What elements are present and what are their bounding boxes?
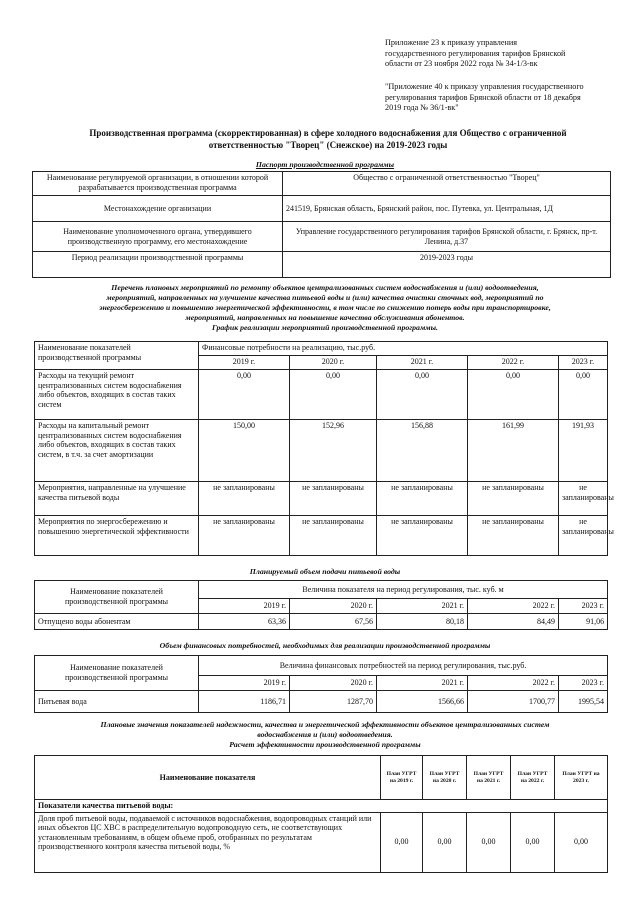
cell-value: не запланированы [377, 516, 468, 556]
year-header: 2022 г. [468, 676, 559, 691]
row-label: Мероприятия, направленные на улучшение качества питьевой воды [35, 482, 199, 516]
cell-value: 0,00 [555, 812, 608, 872]
volume-caption: Планируемый объем подачи питьевой воды [249, 567, 401, 576]
cell-value: 191,93 [559, 420, 608, 482]
cell-value: 63,36 [199, 614, 290, 630]
table-row [35, 812, 608, 872]
volume-table [34, 580, 608, 630]
table-row [35, 370, 608, 420]
note-line: области от 23 ноября 2022 года № 34-1/3-вк [385, 59, 538, 69]
note-line: "Приложение 40 к приказу управления государственного [385, 82, 584, 91]
cell-value: не запланированы [468, 516, 559, 556]
passport-value: 2019-2023 годы [283, 252, 611, 278]
cell-value: 156,88 [377, 420, 468, 482]
table-row [33, 196, 611, 222]
column-header: Наименование показателей производственной программы [35, 342, 199, 370]
year-header: 2019 г. [199, 356, 290, 370]
cell-value: 0,00 [511, 812, 555, 872]
passport-table [32, 171, 611, 278]
passport-label: Наименование уполномоченного органа, утвердившего производственную программу, его местонахождение [33, 222, 283, 252]
group-header: Величина показателя на период регулирования, тыс. куб. м [199, 581, 608, 599]
table-row [35, 756, 608, 800]
table-row [33, 252, 611, 278]
title-line: ответственностью "Творец" (Снежское) на 2019-2023 годы [208, 139, 448, 150]
cell-value: 0,00 [290, 370, 377, 420]
cell-value: не запланированы [559, 482, 608, 516]
cell-value: 91,06 [559, 614, 608, 630]
cell-value: 1287,70 [290, 691, 377, 713]
table-row [33, 222, 611, 252]
cell-value: не запланированы [199, 516, 290, 556]
cell-value: 152,96 [290, 420, 377, 482]
passport-label: Наименование регулируемой организации, в отношении которой разрабатывается производственная программа [33, 172, 283, 196]
section-header: Показатели качества питьевой воды: [35, 800, 608, 813]
cell-value: 1186,71 [199, 691, 290, 713]
year-header: 2022 г. [468, 599, 559, 614]
plan-header: План УГРТ на 2020 г. [423, 756, 467, 800]
column-header: Наименование показателей производственной программы [35, 581, 199, 614]
row-label: Расходы на капитальный ремонт централизованных систем водоснабжения либо объектов, входящих в состав таких систем, в т.ч. за счет амортизации [35, 420, 199, 482]
table-row [33, 172, 611, 196]
cell-value: не запланированы [468, 482, 559, 516]
year-header: 2023 г. [559, 356, 608, 370]
measures-caption [20, 283, 630, 333]
group-header: Величина финансовых потребностей на период регулирования, тыс.руб. [199, 656, 608, 676]
cell-value: не запланированы [290, 482, 377, 516]
row-label: Отпущено воды абонентам [35, 614, 199, 630]
note-line: 2019 года № 36/1-вк" [385, 103, 459, 113]
year-header: 2020 г. [290, 356, 377, 370]
row-label: Питьевая вода [35, 691, 199, 713]
plan-header: План УГРТ на 2019 г. [381, 756, 423, 800]
cell-value: не запланированы [290, 516, 377, 556]
group-header: Финансовые потребности на реализацию, тыс.руб. [199, 342, 608, 356]
year-header: 2019 г. [199, 599, 290, 614]
year-header: 2023 г. [559, 599, 608, 614]
year-header: 2020 г. [290, 676, 377, 691]
passport-value: 241519, Брянская область, Брянский район, пос. Путевка, ул. Центральная, 1Д [283, 196, 611, 222]
schedule-table [34, 341, 614, 556]
table-row [35, 800, 608, 813]
table-row [35, 420, 608, 482]
cell-value: 0,00 [559, 370, 608, 420]
caption-line: График реализации мероприятий производственной программы. [212, 323, 438, 332]
caption-line: Плановые значения показателей надежности, качества и энергетической эффективности объектов централизованных систем [100, 720, 550, 729]
caption-line: Расчет эффективности производственной программы [229, 740, 421, 749]
caption-line: мероприятий, направленных на улучшение качества питьевой воды и (или) качества очистки сточных вод, мероприятий по [106, 293, 544, 302]
previous-order-note [385, 82, 620, 114]
cell-value: 1700,77 [468, 691, 559, 713]
note-line: регулирования тарифов Брянской области от 18 декабря [385, 92, 581, 102]
table-row [35, 581, 608, 599]
caption-line: Перечень плановых мероприятий по ремонту объектов централизованных систем водоснабжения и (или) водоотведения, [111, 283, 539, 292]
passport-value: Общество с ограниченной ответственностью "Творец" [283, 172, 611, 196]
year-header: 2022 г. [468, 356, 559, 370]
table-row [35, 614, 608, 630]
passport-label: Период реализации производственной программы [33, 252, 283, 278]
year-header: 2021 г. [377, 599, 468, 614]
cell-value: 1566,66 [377, 691, 468, 713]
reliability-caption [20, 720, 630, 750]
table-row [35, 691, 608, 713]
plan-header: План УГРТ на 2022 г. [511, 756, 555, 800]
cell-value: 67,56 [290, 614, 377, 630]
plan-header: План УГРТ на 2021 г. [467, 756, 511, 800]
row-label: Расходы на текущий ремонт централизованных систем водоснабжения либо объектов, входящих в состав таких систем [35, 370, 199, 420]
order-attachment-note [385, 38, 620, 70]
row-label: Мероприятия по энергосбережению и повышению энергетической эффективности [35, 516, 199, 556]
document-title [48, 128, 608, 151]
table-row [35, 482, 608, 516]
cell-value: 0,00 [381, 812, 423, 872]
table-row [35, 656, 608, 676]
cell-value: 0,00 [423, 812, 467, 872]
cell-value: 0,00 [468, 370, 559, 420]
table-row [35, 342, 608, 356]
passport-caption: Паспорт производственной программы [255, 160, 395, 169]
note-line: государственного регулирования тарифов Брянской [385, 48, 566, 58]
year-header: 2023 г. [559, 676, 608, 691]
cell-value: 84,49 [468, 614, 559, 630]
year-header: 2020 г. [290, 599, 377, 614]
cell-value: 150,00 [199, 420, 290, 482]
title-line: Производственная программа (скорректированная) в сфере холодного водоснабжения для Общество с ограниченной [89, 128, 567, 138]
caption-line: мероприятий, направленных на повышение качества обслуживания абонентов. [185, 313, 465, 322]
cell-value: 80,18 [377, 614, 468, 630]
plan-header: План УГРТ на 2023 г. [555, 756, 608, 800]
cell-value: 0,00 [377, 370, 468, 420]
table-row [35, 516, 608, 556]
cell-value: не запланированы [377, 482, 468, 516]
note-line: Приложение 23 к приказу управления [385, 38, 518, 47]
cell-value: 0,00 [199, 370, 290, 420]
cell-value: 1995,54 [559, 691, 608, 713]
year-header: 2021 г. [377, 356, 468, 370]
cell-value: 0,00 [467, 812, 511, 872]
row-label: Доля проб питьевой воды, подаваемой с источников водоснабжения, водопроводных станций или иных объектов ЦС ХВС в распределительную водопроводную сеть, не соответствующих установленным требованиям, в общем объеме проб, отобранных по результатам производственного контроля качества питьевой воды, % [35, 812, 381, 872]
efficiency-table [34, 755, 608, 873]
column-header: Наименование показателей производственной программы [35, 656, 199, 691]
column-header: Наименование показателя [35, 756, 381, 800]
finance-table [34, 655, 608, 713]
passport-value: Управление государственного регулирования тарифов Брянской области, г. Брянск, пр-т. Ленина, д.37 [283, 222, 611, 252]
caption-line: водоснабжения и (или) водоотведения. [257, 730, 393, 739]
year-header: 2021 г. [377, 676, 468, 691]
cell-value: не запланированы [199, 482, 290, 516]
finance-caption: Объем финансовых потребностей, необходимых для реализации производственной программы [159, 641, 491, 650]
cell-value: 161,99 [468, 420, 559, 482]
year-header: 2019 г. [199, 676, 290, 691]
caption-line: энергосбережению и повышению энергетической эффективности, в том числе по снижению потерь воды при транспортировке, [99, 303, 551, 312]
cell-value: не запланированы [559, 516, 608, 556]
passport-label: Местонахождение организации [33, 196, 283, 222]
